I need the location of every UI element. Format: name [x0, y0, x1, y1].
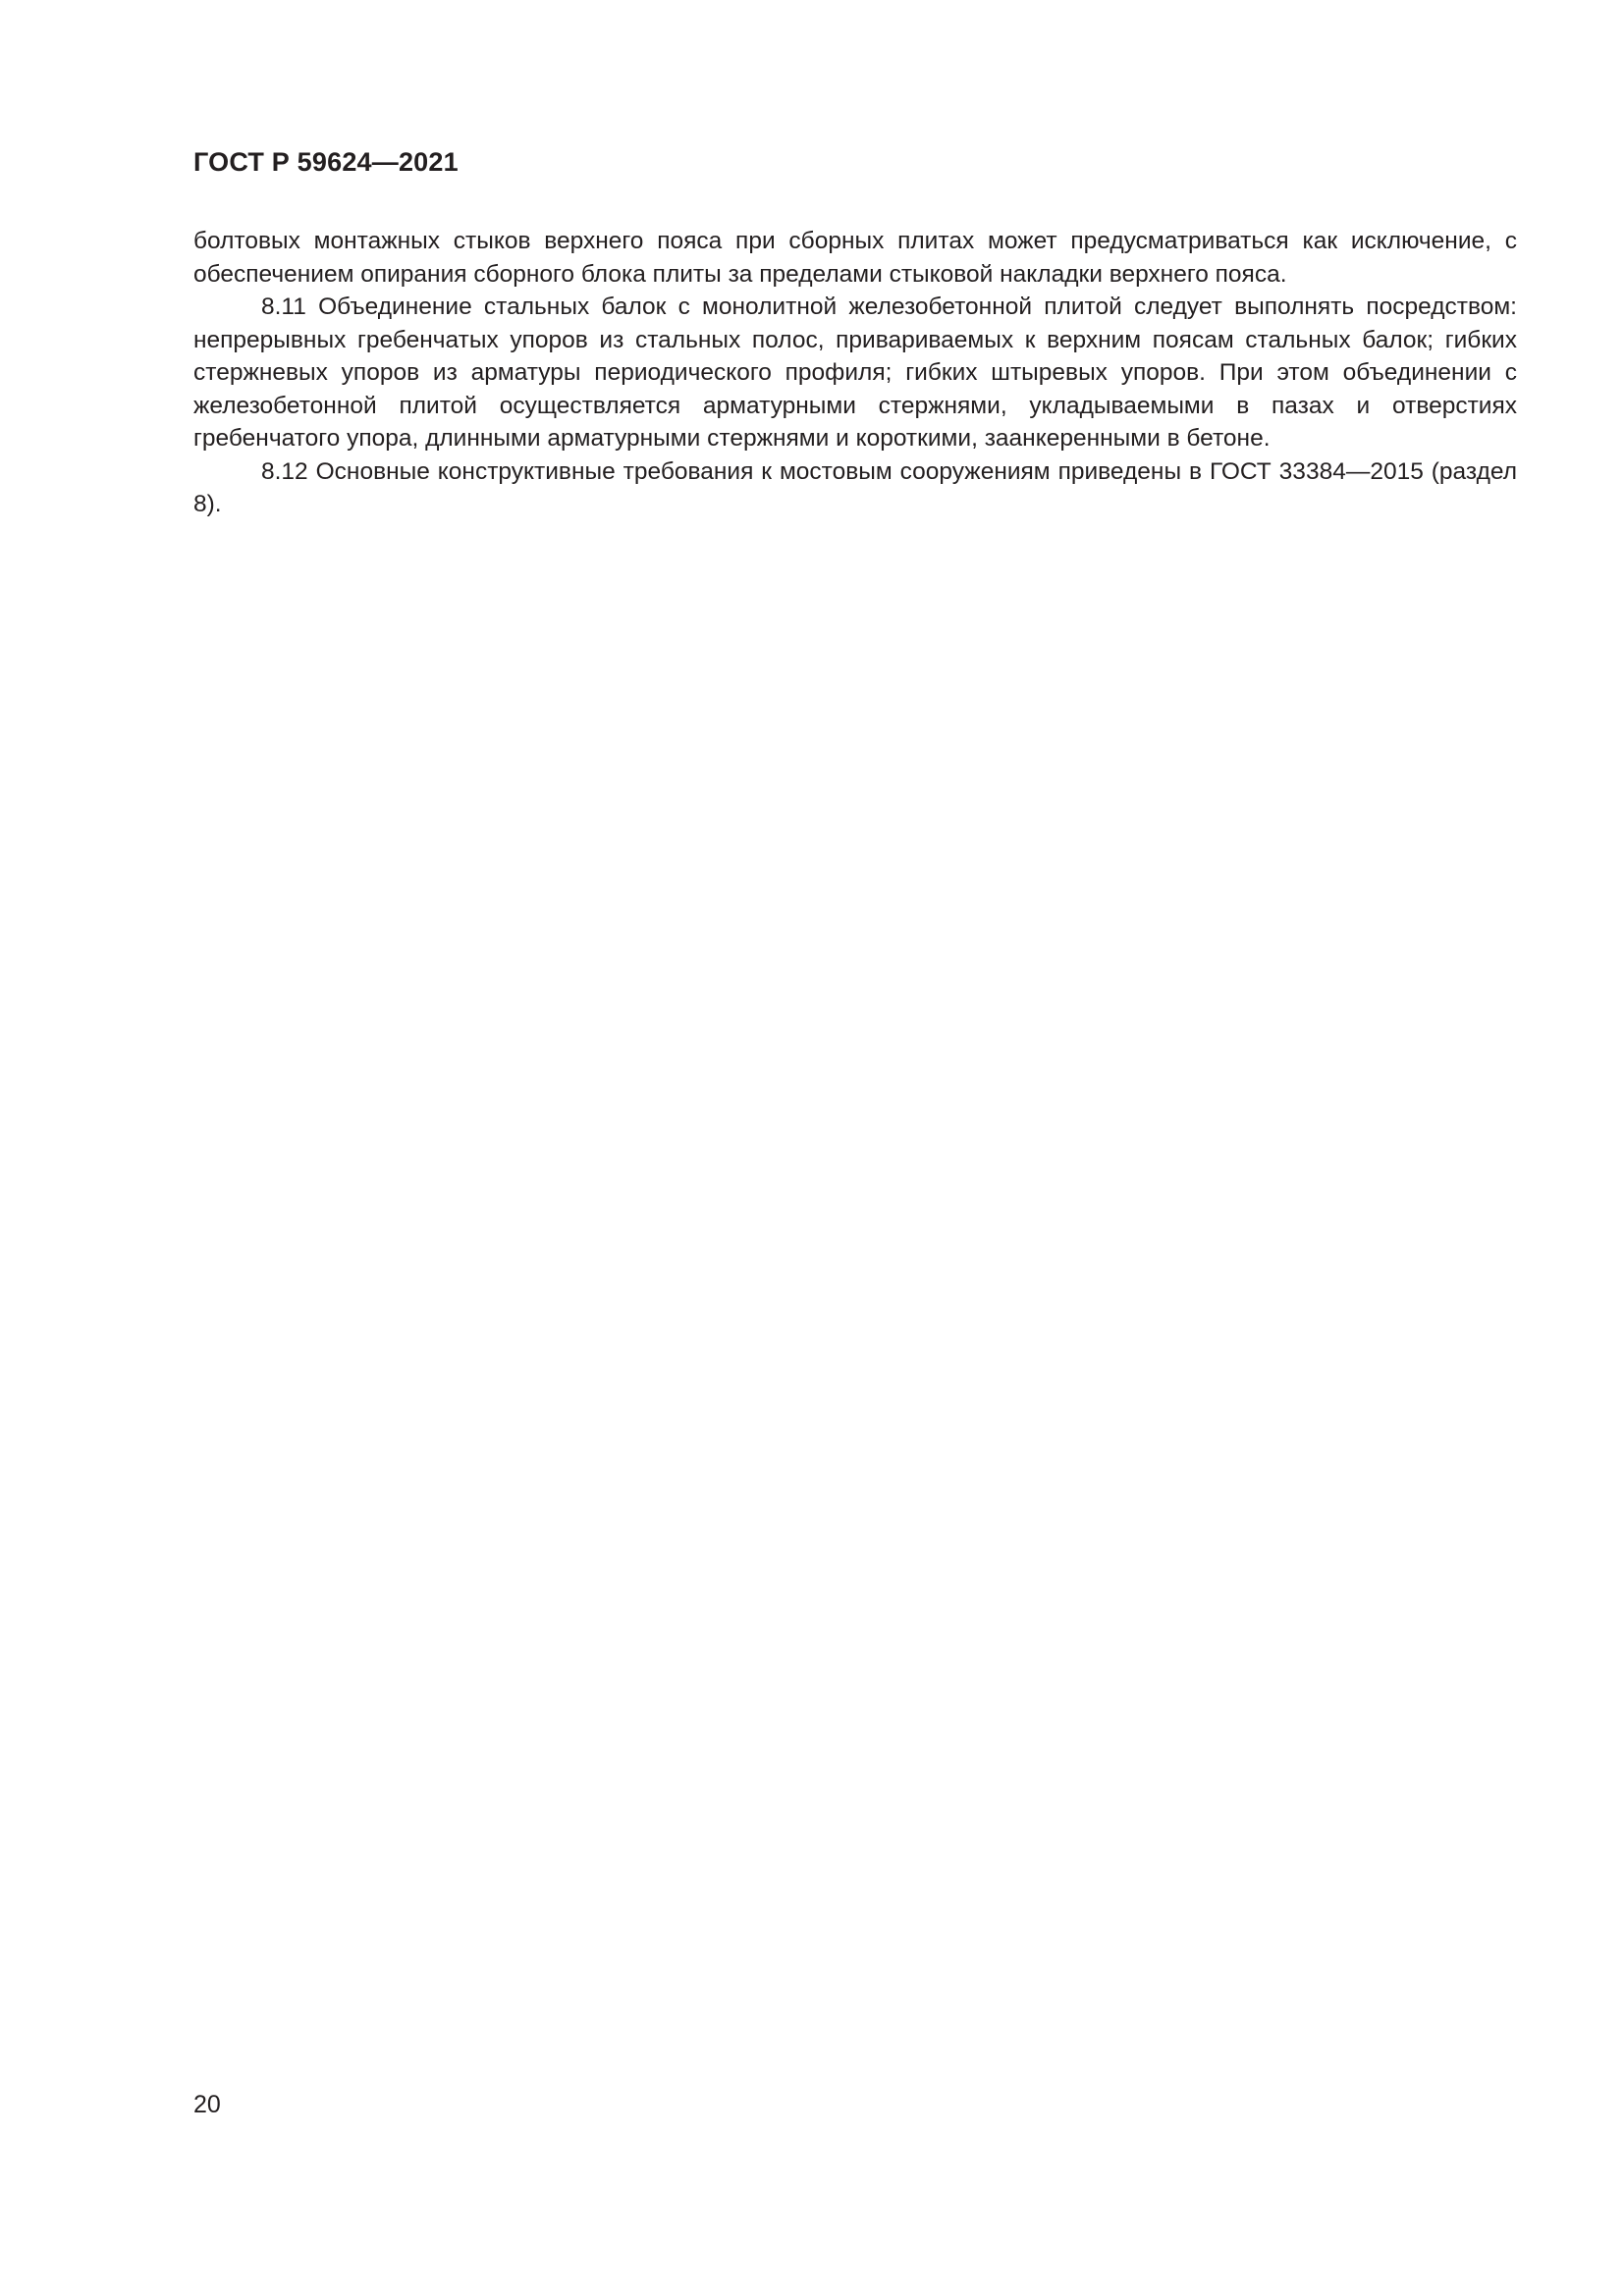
paragraph-8-12: 8.12 Основные конструктивные требования к мостовым сооружениям приведены в ГОСТ 33384—2015 (раздел 8).: [193, 457, 1517, 517]
page-number: 20: [193, 2091, 221, 2118]
document-code-header: ГОСТ Р 59624—2021: [193, 147, 459, 177]
document-body: [193, 225, 1517, 521]
paragraph-8-11: 8.11 Объединение стальных балок с монолитной железобетонной плитой следует выполнять посредством: непрерывных гребенчатых упоров из стальных полос, привариваемых к верхним поясам стальных балок; гибких стержневых упоров из арматуры периодического профиля; гибких штыревых упоров. При этом объединении с железобетонной плитой осуществляется арматурными стержнями, укладываемыми в пазах и отверстиях гребенчатого упора, длинными арматурными стержнями и короткими, заанкеренными в бетоне.: [193, 294, 1517, 452]
paragraph-continuation: болтовых монтажных стыков верхнего пояса при сборных плитах может предусматриваться как исключение, с обеспечением опирания сборного блока плиты за пределами стыковой накладки верхнего пояса.: [193, 228, 1517, 288]
